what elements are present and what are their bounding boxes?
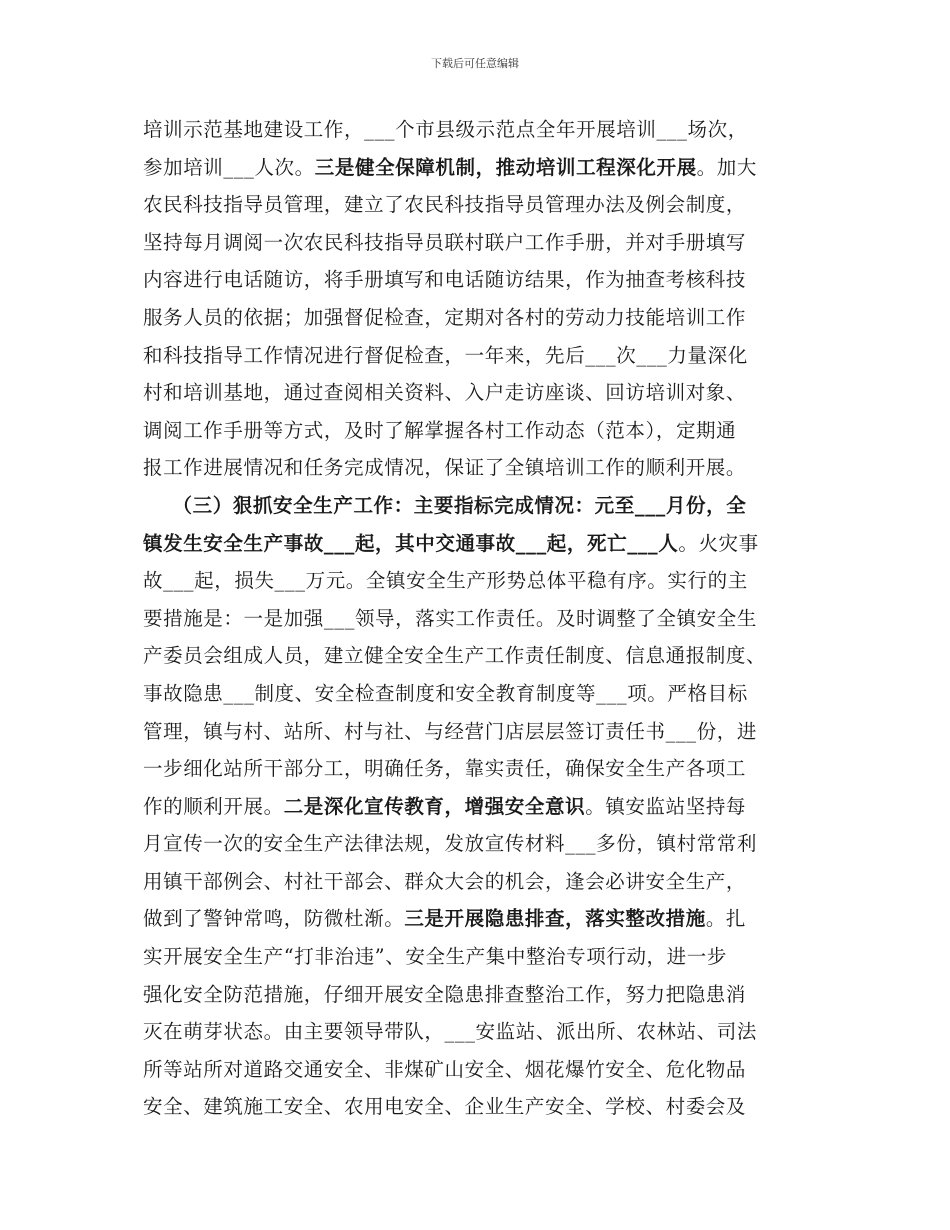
text-run: 所等站所对道路交通安全、非煤矿山安全、烟花爆竹安全、危化物品 [143, 1057, 747, 1081]
text-line [143, 750, 823, 788]
text-line [143, 525, 823, 563]
text-run: 。火灾事 [678, 531, 759, 555]
text-line [143, 938, 823, 976]
text-run: 一步细化站所干部分工，明确任务，靠实责任，确保安全生产各项工 [143, 757, 747, 781]
text-run: 安全、建筑施工安全、农用电安全、企业生产安全、学校、村委会及 [143, 1095, 747, 1119]
bold-text-run: （三）狠抓安全生产工作：主要指标完成情况：元至___月份，全 [143, 493, 747, 517]
text-run: 管理，镇与村、站所、村与社、与经营门店层层签订责任书___份，进 [143, 719, 757, 743]
text-line [143, 299, 823, 337]
text-line [143, 1013, 823, 1051]
text-run: 报工作进展情况和任务完成情况，保证了全镇培训工作的顺利开展。 [143, 456, 747, 480]
text-line [143, 788, 823, 826]
text-line [143, 713, 823, 751]
text-run: 做到了警钟常鸣，防微杜渐。 [143, 907, 405, 931]
text-run: 用镇干部例会、村社干部会、群众大会的机会，逢会必讲安全生产， [143, 869, 747, 893]
text-line [143, 562, 823, 600]
text-line [143, 1051, 823, 1089]
text-line [143, 863, 823, 901]
text-run: 。镇安监站坚持每 [585, 794, 747, 818]
text-run: 实开展安全生产“打非治违”、安全生产集中整治专项行动，进一步 [143, 945, 727, 969]
text-line [143, 224, 823, 262]
page-header: 下载后可任意编辑 [431, 57, 519, 70]
text-run: 事故隐患___制度、安全检查制度和安全教育制度等___项。严格目标 [143, 681, 748, 705]
text-run: 和科技指导工作情况进行督促检查，一年来，先后___次___力量深化 [143, 343, 748, 367]
text-line [143, 374, 823, 412]
text-line [143, 1088, 823, 1126]
text-run: 。加大 [696, 155, 757, 179]
text-line [143, 675, 823, 713]
text-line [143, 449, 823, 487]
text-line [143, 111, 823, 149]
text-run: 内容进行电话随访，将手册填写和电话随访结果，作为抽查考核科技 [143, 268, 747, 292]
text-line [143, 261, 823, 299]
document-body [143, 111, 823, 1126]
text-run: 产委员会组成人员，建立健全安全生产工作责任制度、信息通报制度、 [143, 644, 767, 668]
text-run: 村和培训基地，通过查阅相关资料、入户走访座谈、回访培训对象、 [143, 381, 747, 405]
text-run: 月宣传一次的安全生产法律法规，发放宣传材料___多份，镇村常常利 [143, 832, 757, 856]
text-line [143, 412, 823, 450]
text-run: 故___起，损失___万元。全镇安全生产形势总体平稳有序。实行的主 [143, 569, 748, 593]
text-line [143, 186, 823, 224]
text-line [143, 487, 823, 525]
text-line [143, 637, 823, 675]
bold-text-run: 三是健全保障机制，推动培训工程深化开展 [314, 155, 697, 179]
text-line [143, 600, 823, 638]
text-run: 坚持每月调阅一次农民科技指导员联村联户工作手册，并对手册填写 [143, 230, 747, 254]
text-run: 灭在萌芽状态。由主要领导带队，___安监站、派出所、农林站、司法 [143, 1020, 757, 1044]
bold-text-run: 三是开展隐患排查，落实整改措施 [404, 907, 706, 931]
text-run: 。扎 [705, 907, 747, 931]
text-run: 服务人员的依据；加强督促检查，定期对各村的劳动力技能培训工作 [143, 305, 747, 329]
text-line [143, 976, 823, 1014]
text-run: 要措施是：一是加强___领导，落实工作责任。及时调整了全镇安全生 [143, 606, 757, 630]
text-run: 培训示范基地建设工作，___个市县级示范点全年开展培训___场次， [143, 118, 748, 141]
bold-text-run: 镇发生安全生产事故___起，其中交通事故___起，死亡___人 [143, 531, 679, 555]
text-run: 强化安全防范措施，仔细开展安全隐患排查整治工作，努力把隐患消 [143, 982, 747, 1006]
text-line [143, 149, 823, 187]
text-line [143, 825, 823, 863]
text-run: 调阅工作手册等方式，及时了解掌握各村工作动态（范本），定期通 [143, 418, 737, 442]
text-line [143, 900, 823, 938]
text-run: 作的顺利开展。 [143, 794, 284, 818]
bold-text-run: 二是深化宣传教育，增强安全意识 [283, 794, 586, 818]
text-run: 农民科技指导员管理，建立了农民科技指导员管理办法及例会制度， [143, 193, 747, 217]
text-line [143, 337, 823, 375]
text-run: 参加培训___人次。 [143, 155, 315, 179]
